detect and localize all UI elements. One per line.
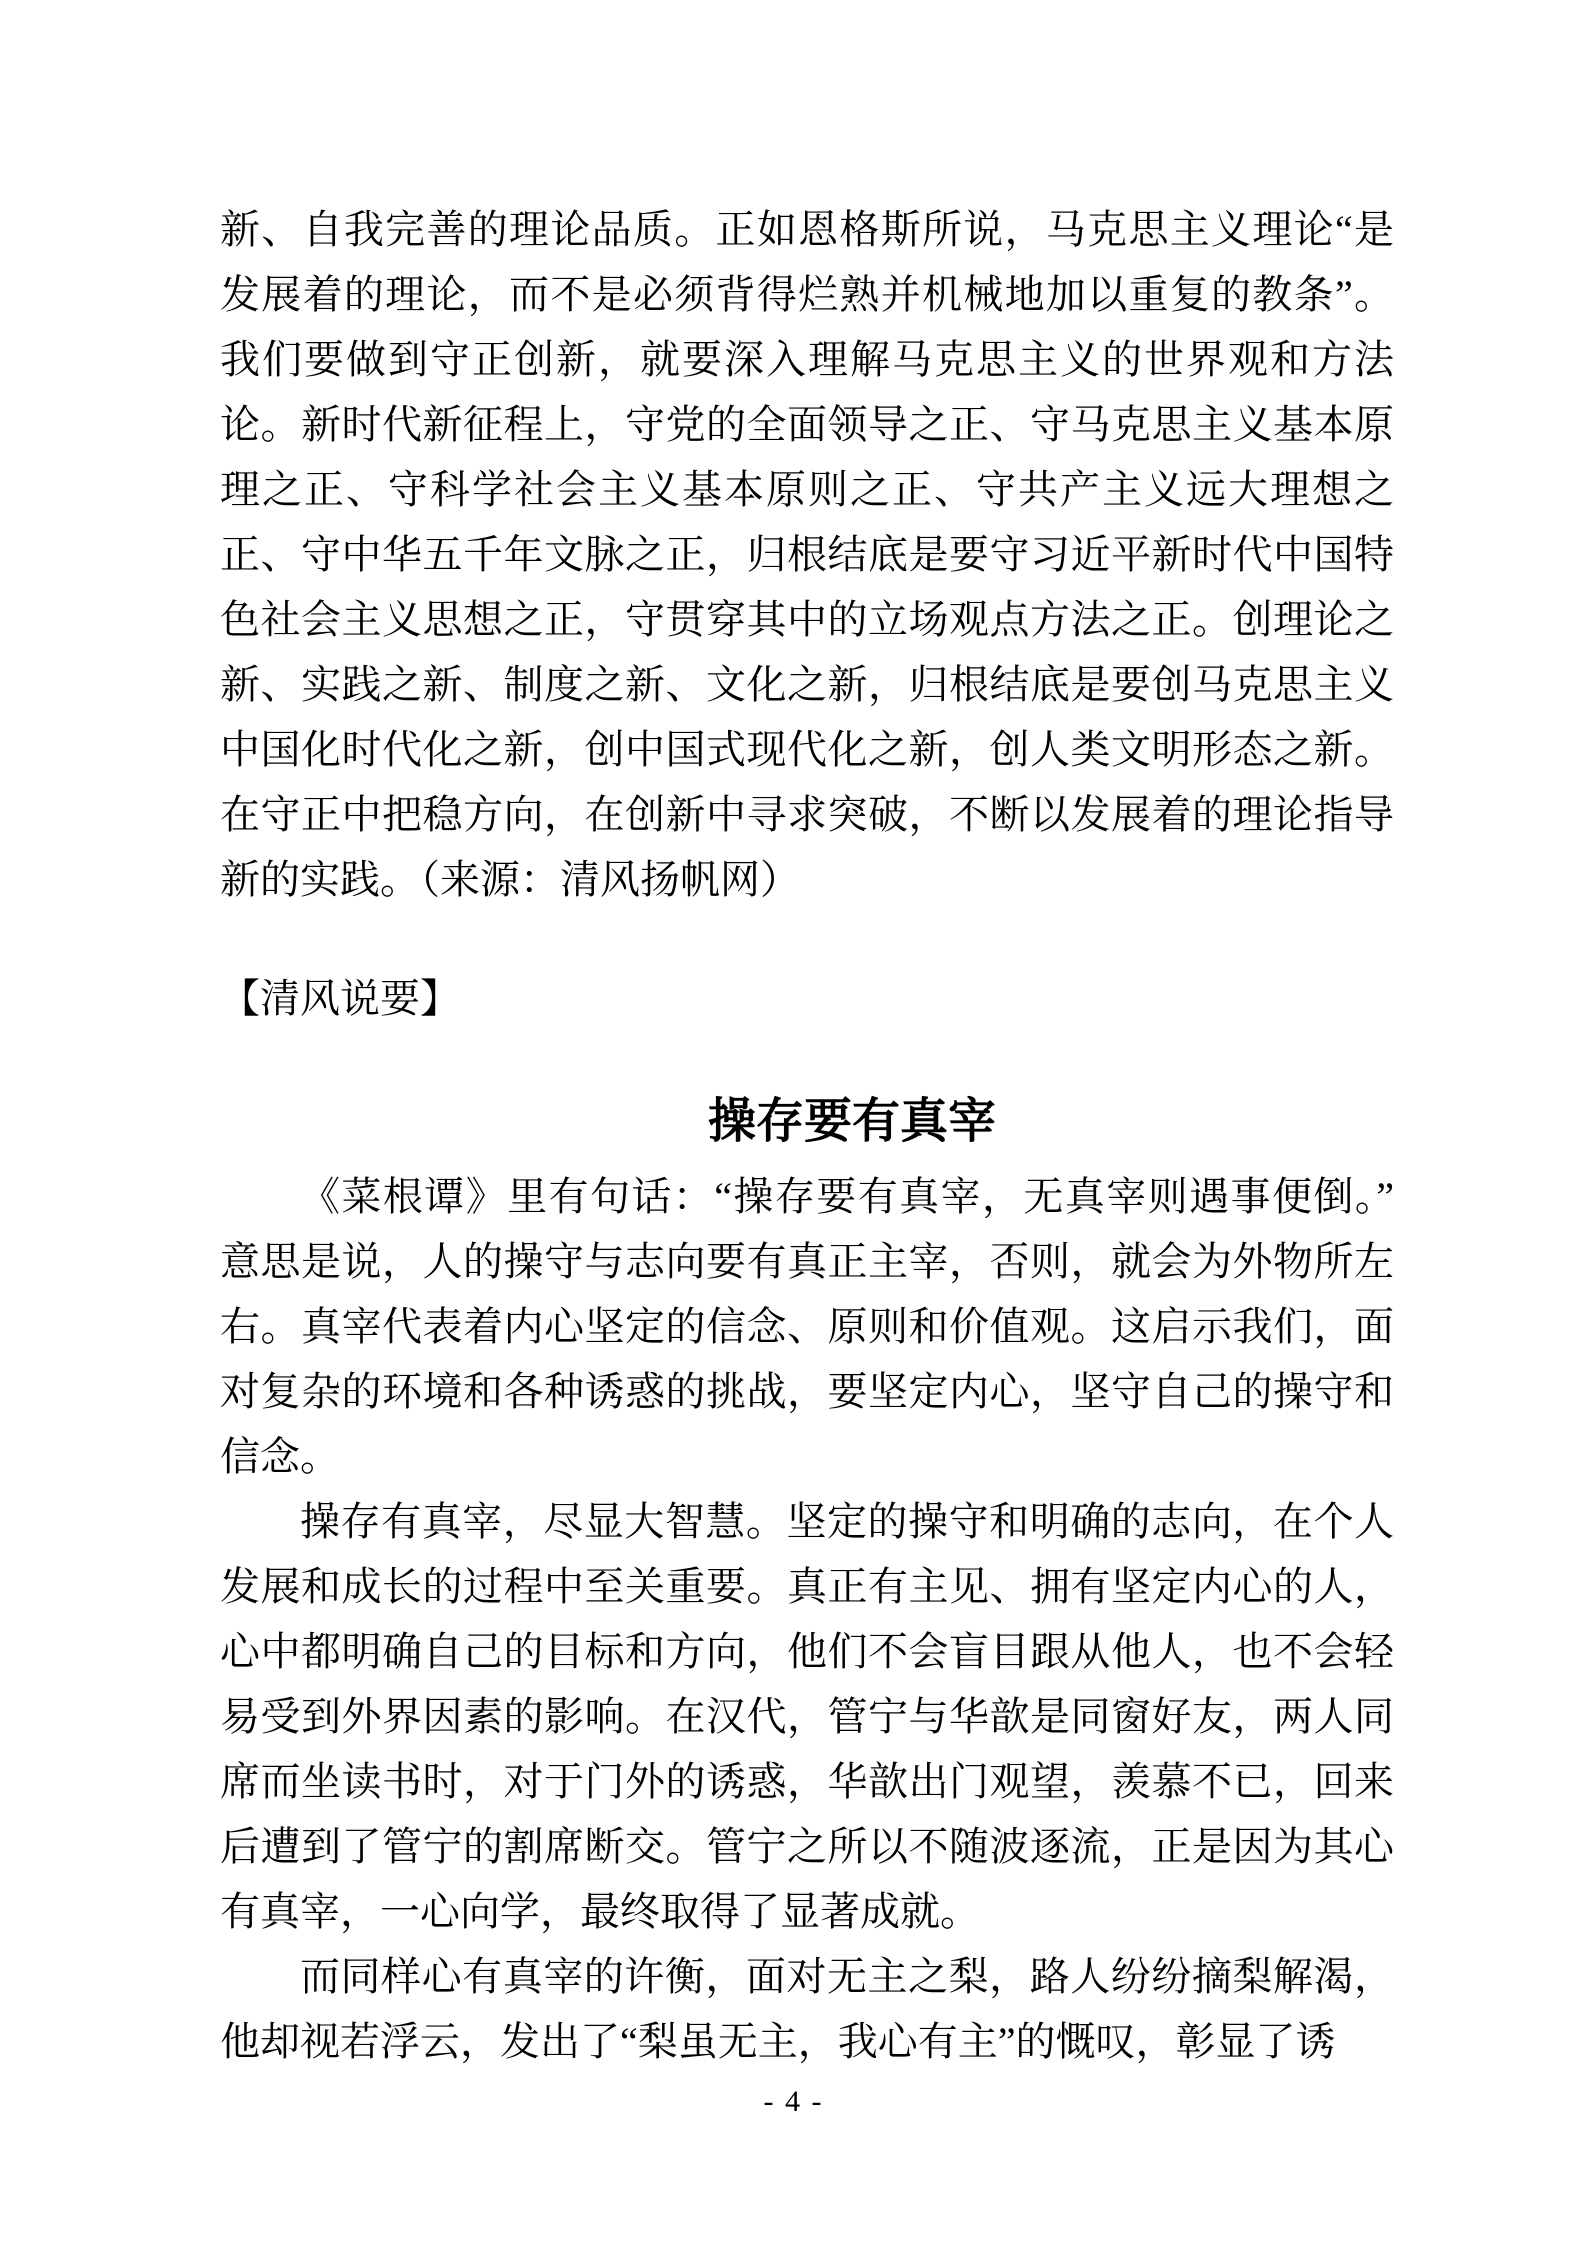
page-number: - 4 - — [763, 2085, 824, 2118]
article-title: 操存要有真宰 — [707, 1095, 996, 1148]
paragraph: 《菜根谭》里有句话：“操存要有真宰，无真宰则遇事便倒。”意思是说，人的操守与志向要有真正主宰，否则，就会为外物所左右。真宰代表着内心坚定的信念、原则和价值观。这启示我们，面对复杂的环境和各种诱惑的挑战，要坚定内心，坚守自己的操守和信念。 — [220, 1174, 1394, 1479]
paragraph: 操存有真宰，尽显大智慧。坚定的操守和明确的志向，在个人发展和成长的过程中至关重要。真正有主见、拥有坚定内心的人，心中都明确自己的目标和方向，他们不会盲目跟从他人，也不会轻易受到外界因素的影响。在汉代，管宁与华歆是同窗好友，两人同席而坐读书时，对于门外的诱惑，华歆出门观望，羡慕不已，回来后遭到了管宁的割席断交。管宁之所以不随波逐流，正是因为其心有真宰，一心向学，最终取得了显著成就。 — [220, 1499, 1394, 1934]
section-heading: 【清风说要】 — [220, 976, 460, 1021]
text-block — [220, 197, 1394, 2074]
paragraph: 而同样心有真宰的许衡，面对无主之梨，路人纷纷摘梨解渴，他却视若浮云，发出了“梨虽无主，我心有主”的慨叹，彰显了诱 — [220, 1954, 1394, 2064]
continued-paragraph: 新、自我完善的理论品质。正如恩格斯所说，马克思主义理论“是发展着的理论，而不是必须背得烂熟并机械地加以重复的教条”。我们要做到守正创新，就要深入理解马克思主义的世界观和方法论。新时代新征程上，守党的全面领导之正、守马克思主义基本原理之正、守科学社会主义基本原则之正、守共产主义远大理想之正、守中华五千年文脉之正，归根结底是要守习近平新时代中国特色社会主义思想之正，守贯穿其中的立场观点方法之正。创理论之新、实践之新、制度之新、文化之新，归根结底是要创马克思主义中国化时代化之新，创中国式现代化之新，创人类文明形态之新。在守正中把稳方向，在创新中寻求突破，不断以发展着的理论指导新的实践。（来源：清风扬帆网） — [220, 207, 1394, 902]
